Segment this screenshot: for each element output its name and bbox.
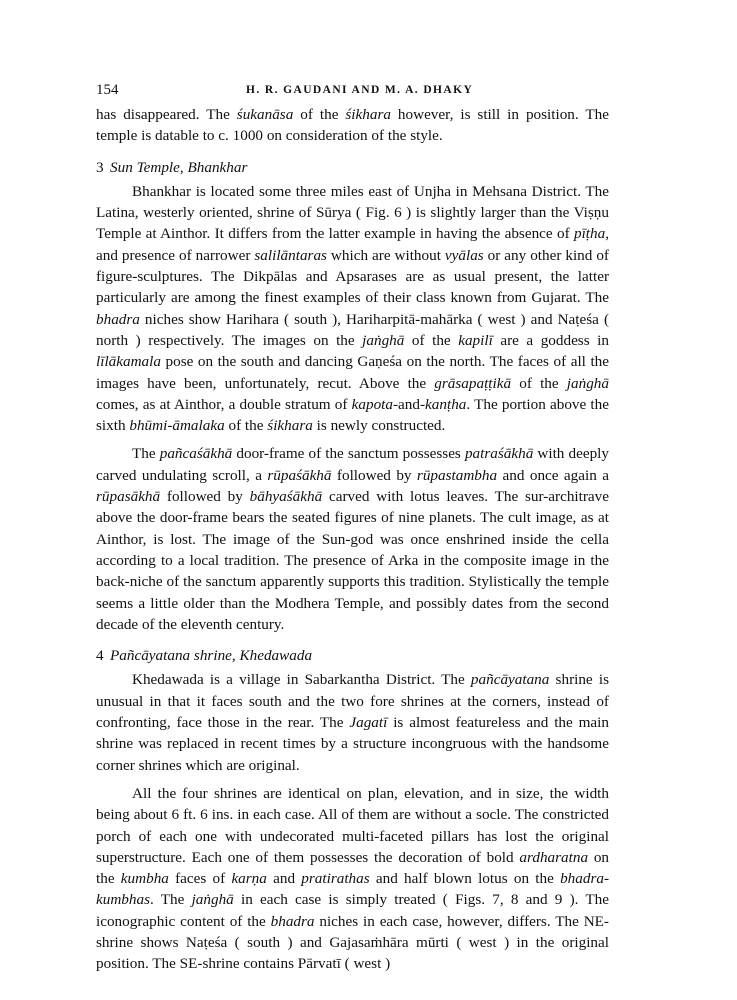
paragraph: Khedawada is a village in Sabarkantha District. The pañcāyatana shrine is unusual in that it faces south and the two fore shrines at the corners, instead of confronting, face those in the rear. The Jagatī is almost featureless and the main shrine was replaced in recent times by a structure incongruous with the handsome corner shrines which are original. bbox=[96, 671, 609, 774]
italic-term: grāsapaṭṭikā bbox=[434, 374, 512, 392]
italic-term: śukanāsa bbox=[236, 106, 294, 123]
book-page bbox=[96, 82, 609, 975]
italic-term: bāhyaśākhā bbox=[249, 488, 323, 506]
section-heading-3 bbox=[96, 157, 609, 178]
section-title: Sun Temple, Bhankhar bbox=[110, 158, 248, 176]
section-title: Pañcāyatana shrine, Khedawada bbox=[110, 647, 313, 665]
italic-term: salilāntaras bbox=[254, 246, 327, 264]
italic-term: rūpaśākhā bbox=[267, 466, 332, 484]
paragraph: Bhankhar is located some three miles east of Unjha in Mehsana District. The Latina, westerly oriented, shrine of Sūrya ( Fig. 6 ) is slightly larger than the Viṣṇu Temple at Ainthor. It differs from the latter example in having the absence of pīṭha, and presence of narrower salilāntaras which are without vyālas or any other kind of figure-sculptures. The Dikpālas and Apsarases are as usual present, the latter particularly are among the finest examples of their class known from Gujarat. The bhadra niches show Harihara ( south ), Hariharpitā-mahārka ( west ) and Naṭeśa ( north ) respectively. The images on the jaṅghā of the kapilī are a goddess in līlākamala pose on the south and dancing Gaṇeśa on the north. The faces of all the images have been, unfortunately, recut. Above the grāsapaṭṭikā of the jaṅghā comes, as at Ainthor, a double stratum of kapota-and-kanṭha. The portion above the sixth bhūmi-āmalaka of the śikhara is newly constructed. bbox=[96, 182, 609, 435]
italic-term: jaṅghā bbox=[566, 374, 609, 392]
page-header bbox=[96, 82, 609, 104]
italic-term: jaṅghā bbox=[191, 891, 234, 909]
italic-term: pratirathas bbox=[301, 870, 370, 888]
italic-term: karṇa bbox=[231, 870, 267, 888]
italic-term: Jagatī bbox=[349, 714, 388, 732]
italic-term: kanṭha bbox=[425, 395, 467, 413]
paragraph: The pañcaśākhā door-frame of the sanctum possesses patraśākhā with deeply carved undulating scroll, a rūpaśākhā followed by rūpastambha and once again a rūpasākhā followed by bāhyaśākhā carved with lotus leaves. The sur-architrave above the door-frame bears the seated figures of nine planets. The cult image, as at Ainthor, is lost. The image of the Sun-god was once enshrined inside the cella according to a local tradition. The presence of Arka in the composite image in the back-niche of the sanctum apparently supports this tradition. Stylistically the temple seems a little older than the Modhera Temple, and possibly dates from the second decade of the eleventh century. bbox=[96, 445, 609, 633]
italic-term: kapilī bbox=[458, 331, 493, 349]
italic-term: bhadra-kumbhas bbox=[96, 870, 609, 909]
italic-term: ardharatna bbox=[519, 848, 589, 866]
italic-term: rūpasākhā bbox=[96, 488, 161, 506]
italic-term: śikhara bbox=[267, 417, 313, 435]
italic-term: pīṭha bbox=[573, 225, 606, 243]
italic-term: bhadra bbox=[96, 310, 140, 328]
italic-term: śikhara bbox=[345, 106, 391, 123]
section-number: 4 bbox=[96, 647, 104, 665]
page-number: 154 bbox=[96, 82, 119, 98]
italic-term: bhūmi-āmalaka bbox=[129, 417, 225, 435]
italic-term: kapota- bbox=[351, 395, 399, 413]
italic-term: patraśākhā bbox=[464, 445, 534, 463]
italic-term: vyālas bbox=[444, 246, 484, 264]
italic-term: bhadra bbox=[270, 912, 315, 930]
paragraph: All the four shrines are identical on plan, elevation, and in size, the width being about 6 ft. 6 ins. in each case. All of them are without a socle. The constricted porch of each one with undecorated multi-faceted pillars has lost the original superstructure. Each one of them possesses the decoration of bold ardharatna on the kumbha faces of karṇa and pratirathas and half blown lotus on the bhadra-kumbhas. The jaṅghā in each case is simply treated ( Figs. 7, 8 and 9 ). The iconographic content of the bhadra niches in each case, however, differs. The NE-shrine shows Naṭeśa ( south ) and Gajasaṁhāra mūrti ( west ) in the original position. The SE-shrine contains Pārvatī ( west ) bbox=[96, 784, 610, 973]
italic-term: jaṅghā bbox=[362, 331, 405, 349]
italic-term: pañcāyatana bbox=[470, 671, 550, 689]
italic-term: pañcaśākhā bbox=[159, 445, 233, 463]
running-head: H. R. GAUDANI AND M. A. DHAKY bbox=[246, 84, 474, 96]
continued-paragraph: has disappeared. The śukanāsa of the śikhara however, is still in position. The temple is datable to c. 1000 on consideration of the style. bbox=[96, 106, 609, 145]
italic-term: rūpastambha bbox=[416, 466, 498, 484]
section-number: 3 bbox=[96, 158, 104, 176]
italic-term: līlākamala bbox=[96, 353, 161, 371]
section-heading-4 bbox=[96, 645, 609, 666]
italic-term: kumbha bbox=[120, 870, 169, 888]
